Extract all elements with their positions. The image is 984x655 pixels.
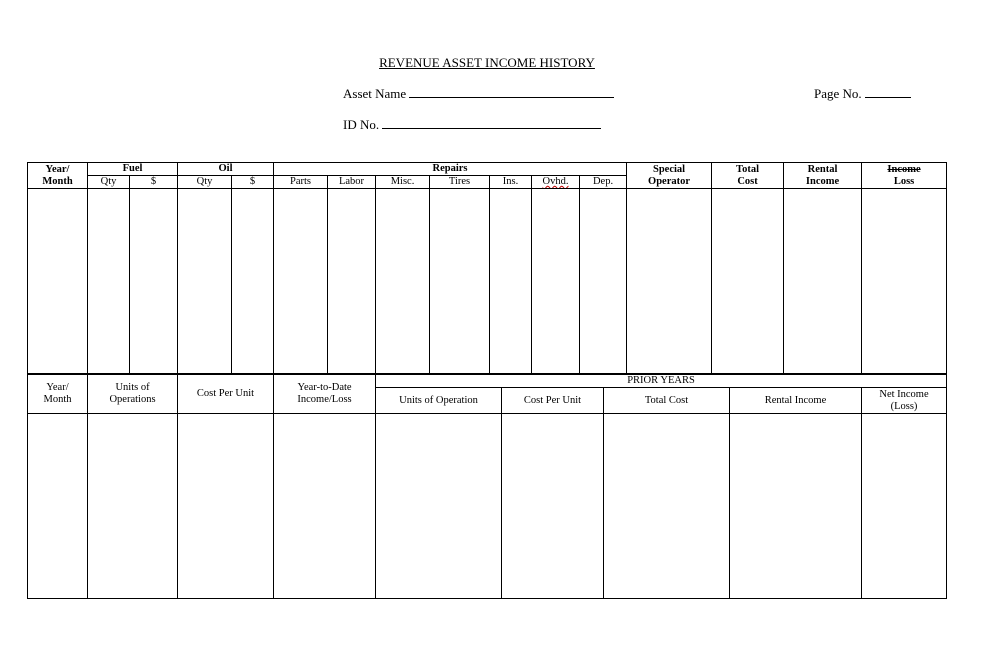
entry-cell[interactable] xyxy=(88,414,178,599)
header-repairs: Repairs xyxy=(274,163,627,176)
header-income-loss: Income Loss xyxy=(862,163,947,189)
header-prior-years: PRIOR YEARS xyxy=(376,375,947,388)
entry-cell[interactable] xyxy=(376,189,430,374)
header-repairs-parts: Parts xyxy=(274,176,328,189)
entry-cell[interactable] xyxy=(532,189,580,374)
entry-cell[interactable] xyxy=(28,189,88,374)
header-ytd-income-loss: Year-to-Date Income/Loss xyxy=(274,375,376,414)
entry-cell[interactable] xyxy=(328,189,376,374)
header-repairs-ovhd: Ovhd. xyxy=(532,176,580,189)
entry-cell[interactable] xyxy=(784,189,862,374)
header-fuel-qty: Qty xyxy=(88,176,130,189)
asset-name-field xyxy=(343,86,614,102)
table-row xyxy=(28,189,947,374)
entry-cell[interactable] xyxy=(274,414,376,599)
header-oil-dollar: $ xyxy=(232,176,274,189)
page-no-blank[interactable] xyxy=(865,86,911,98)
entry-cell[interactable] xyxy=(232,189,274,374)
id-no-field xyxy=(343,117,601,133)
entry-cell[interactable] xyxy=(178,189,232,374)
header-oil-qty: Qty xyxy=(178,176,232,189)
page-no-label: Page No. xyxy=(814,86,862,101)
table-row xyxy=(28,414,947,599)
prior-years-table xyxy=(27,374,947,599)
asset-name-blank[interactable] xyxy=(409,86,614,98)
header-repairs-tires: Tires xyxy=(430,176,490,189)
entry-cell[interactable] xyxy=(604,414,730,599)
header-repairs-dep: Dep. xyxy=(580,176,627,189)
entry-cell[interactable] xyxy=(130,189,178,374)
header-cost-per-unit: Cost Per Unit xyxy=(178,375,274,414)
header-year-month: Year/ Month xyxy=(28,163,88,189)
id-no-label: ID No. xyxy=(343,117,380,132)
entry-cell[interactable] xyxy=(862,189,947,374)
id-no-blank[interactable] xyxy=(382,117,601,129)
header-special-operator: Special Operator xyxy=(627,163,712,189)
header-repairs-labor: Labor xyxy=(328,176,376,189)
form-title: REVENUE ASSET INCOME HISTORY xyxy=(379,55,595,70)
entry-cell[interactable] xyxy=(502,414,604,599)
header-year-month-2: Year/ Month xyxy=(28,375,88,414)
entry-cell[interactable] xyxy=(28,414,88,599)
entry-cell[interactable] xyxy=(730,414,862,599)
entry-cell[interactable] xyxy=(862,414,947,599)
header-prior-net-income: Net Income (Loss) xyxy=(862,388,947,414)
header-repairs-misc: Misc. xyxy=(376,176,430,189)
header-repairs-ins: Ins. xyxy=(490,176,532,189)
header-prior-cost-per-unit: Cost Per Unit xyxy=(502,388,604,414)
current-year-table xyxy=(27,162,947,374)
entry-cell[interactable] xyxy=(88,189,130,374)
entry-cell[interactable] xyxy=(430,189,490,374)
header-fuel-dollar: $ xyxy=(130,176,178,189)
header-units-of-operations: Units of Operations xyxy=(88,375,178,414)
entry-cell[interactable] xyxy=(376,414,502,599)
page-no-field xyxy=(814,86,911,102)
entry-cell[interactable] xyxy=(580,189,627,374)
header-prior-total-cost: Total Cost xyxy=(604,388,730,414)
entry-cell[interactable] xyxy=(712,189,784,374)
asset-name-label: Asset Name xyxy=(343,86,407,101)
header-fuel: Fuel xyxy=(88,163,178,176)
header-prior-units-of-operation: Units of Operation xyxy=(376,388,502,414)
header-prior-rental-income: Rental Income xyxy=(730,388,862,414)
entry-cell[interactable] xyxy=(178,414,274,599)
header-total-cost: Total Cost xyxy=(712,163,784,189)
header-rental-income: Rental Income xyxy=(784,163,862,189)
entry-cell[interactable] xyxy=(490,189,532,374)
entry-cell[interactable] xyxy=(274,189,328,374)
header-oil: Oil xyxy=(178,163,274,176)
entry-cell[interactable] xyxy=(627,189,712,374)
